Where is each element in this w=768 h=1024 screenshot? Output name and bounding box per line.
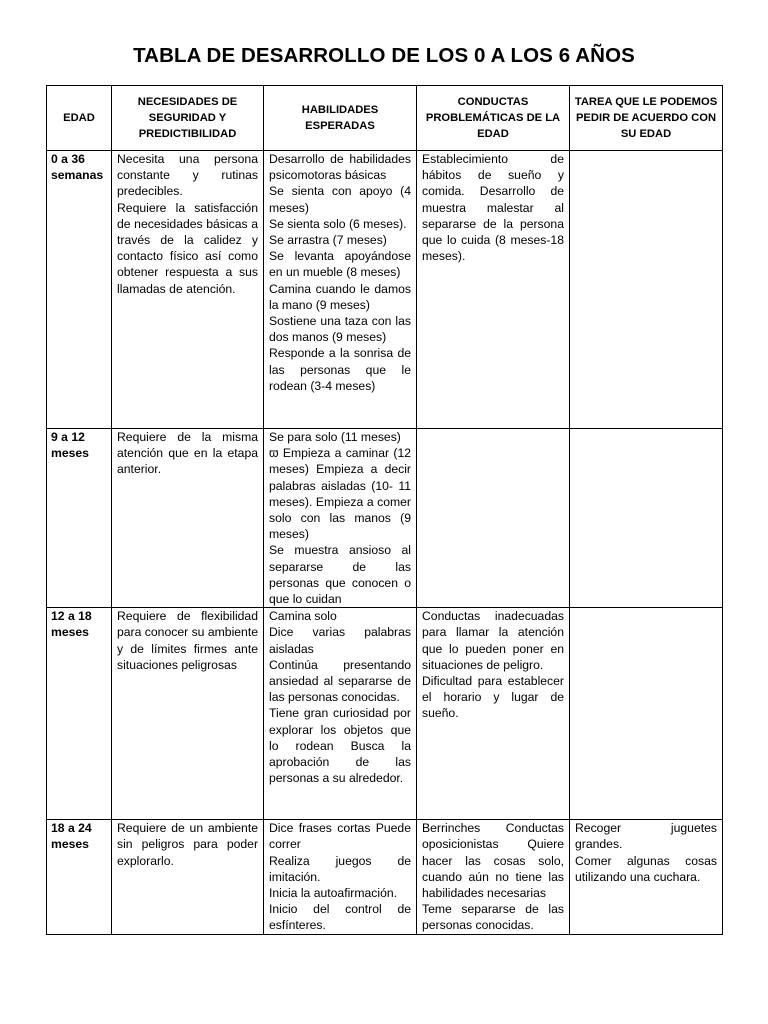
table-row	[47, 820, 723, 934]
cell-necesidades	[112, 151, 264, 429]
cell-text: Necesita una persona constante y rutinas predecibles.	[117, 152, 258, 199]
cell-necesidades	[112, 429, 264, 608]
cell-tarea	[570, 151, 723, 429]
table-row	[47, 151, 723, 429]
cell-habilidades	[264, 429, 417, 608]
cell-text: Requiere de un ambiente sin peligros para poder explorarlo.	[117, 821, 258, 868]
cell-text: Establecimiento de hábitos de sueño y comida. Desarrollo de muestra malestar al separarse de la persona que lo cuida (8 meses-18 meses).	[422, 152, 564, 264]
cell-text: Se arrastra (7 meses)	[269, 233, 387, 248]
cell-text: Se sienta con apoyo (4 meses)	[269, 184, 411, 215]
cell-edad: 9 a 12 meses	[47, 429, 112, 608]
cell-text: Requiere de flexibilidad para conocer su ambiente y de límites firmes ante situaciones peligrosas	[117, 609, 258, 672]
cell-text: Responde a la sonrisa de las personas que le rodean (3-4 meses)	[269, 346, 411, 393]
header-edad: EDAD	[47, 86, 112, 151]
cell-text: Se sienta solo (6 meses).	[269, 216, 407, 231]
cell-conductas	[417, 151, 570, 429]
cell-text: Se para solo (11 meses)	[269, 430, 401, 444]
cell-text: Teme separarse de las personas conocidas.	[422, 902, 564, 933]
cell-text: Inicia la autoafirmación.	[269, 886, 398, 901]
header-tarea: TAREA QUE LE PODEMOS PEDIR DE ACUERDO CON SU EDAD	[570, 86, 723, 151]
cell-habilidades	[264, 151, 417, 429]
cell-edad: 0 a 36 semanas	[47, 151, 112, 429]
cell-text: Inicio del control de esfínteres.	[269, 902, 411, 933]
table-header-row	[47, 86, 723, 151]
cell-conductas	[417, 608, 570, 820]
cell-text: Continúa presentando ansiedad al separarse de las personas conocidas.	[269, 657, 411, 705]
cell-text: Se muestra ansioso al separarse de las personas que conocen o que lo cuidan	[269, 543, 411, 607]
cell-text: Se levanta apoyándose en un mueble (8 meses)	[269, 249, 411, 280]
cell-edad: 18 a 24 meses	[47, 820, 112, 934]
cell-text: Berrinches Conductas oposicionistas Quiere hacer las cosas solo, cuando aún no tiene las habilidades necesarias	[422, 821, 564, 901]
cell-edad: 12 a 18 meses	[47, 608, 112, 820]
cell-text: Requiere la satisfacción de necesidades básicas a través de la calidez y contacto físico así como obtener respuesta a sus llamadas de atención.	[117, 200, 258, 296]
cell-text: Realiza juegos de imitación.	[269, 853, 411, 884]
cell-text: Dice varias palabras aisladas	[269, 625, 411, 656]
page-title: TABLA DE DESARROLLO DE LOS 0 A LOS 6 AÑOS	[133, 44, 635, 67]
cell-text: Camina cuando le damos la mano (9 meses)	[269, 281, 411, 312]
cell-conductas	[417, 429, 570, 608]
cell-conductas	[417, 820, 570, 934]
cell-necesidades	[112, 608, 264, 820]
cell-text: Tiene gran curiosidad por explorar los objetos que lo rodean Busca la aprobación de las personas a su alrededor.	[269, 706, 411, 786]
cell-text: Dice frases cortas Puede correr	[269, 821, 411, 852]
cell-habilidades	[264, 820, 417, 934]
header-conductas: CONDUCTAS PROBLEMÁTICAS DE LA EDAD	[417, 86, 570, 151]
cell-tarea	[570, 429, 723, 608]
header-necesidades: NECESIDADES DE SEGURIDAD Y PREDICTIBILIDAD	[112, 86, 264, 151]
cell-text: Comer algunas cosas utilizando una cuchara.	[575, 853, 717, 884]
table-row	[47, 608, 723, 820]
cell-text: Camina solo	[269, 609, 337, 624]
cell-text: ϖ Empieza a caminar (12 meses) Empieza a decir palabras aisladas (10- 11 meses). Empieza a comer solo con las manos (9 meses)	[269, 446, 411, 542]
cell-text: Desarrollo de habilidades psicomotoras básicas	[269, 152, 411, 183]
header-habilidades: HABILIDADES ESPERADAS	[264, 86, 417, 151]
cell-text: Dificultad para establecer el horario y lugar de sueño.	[422, 674, 564, 721]
cell-text: Conductas inadecuadas para llamar la atención que lo pueden poner en situaciones de peligro.	[422, 609, 564, 672]
cell-tarea	[570, 608, 723, 820]
cell-text: Sostiene una taza con las dos manos (9 meses)	[269, 314, 411, 345]
cell-text: Requiere de la misma atención que en la etapa anterior.	[117, 430, 258, 477]
table-row	[47, 429, 723, 608]
cell-tarea	[570, 820, 723, 934]
development-table	[46, 85, 723, 935]
cell-habilidades	[264, 608, 417, 820]
cell-text: Recoger juguetes grandes.	[575, 821, 717, 852]
cell-necesidades	[112, 820, 264, 934]
